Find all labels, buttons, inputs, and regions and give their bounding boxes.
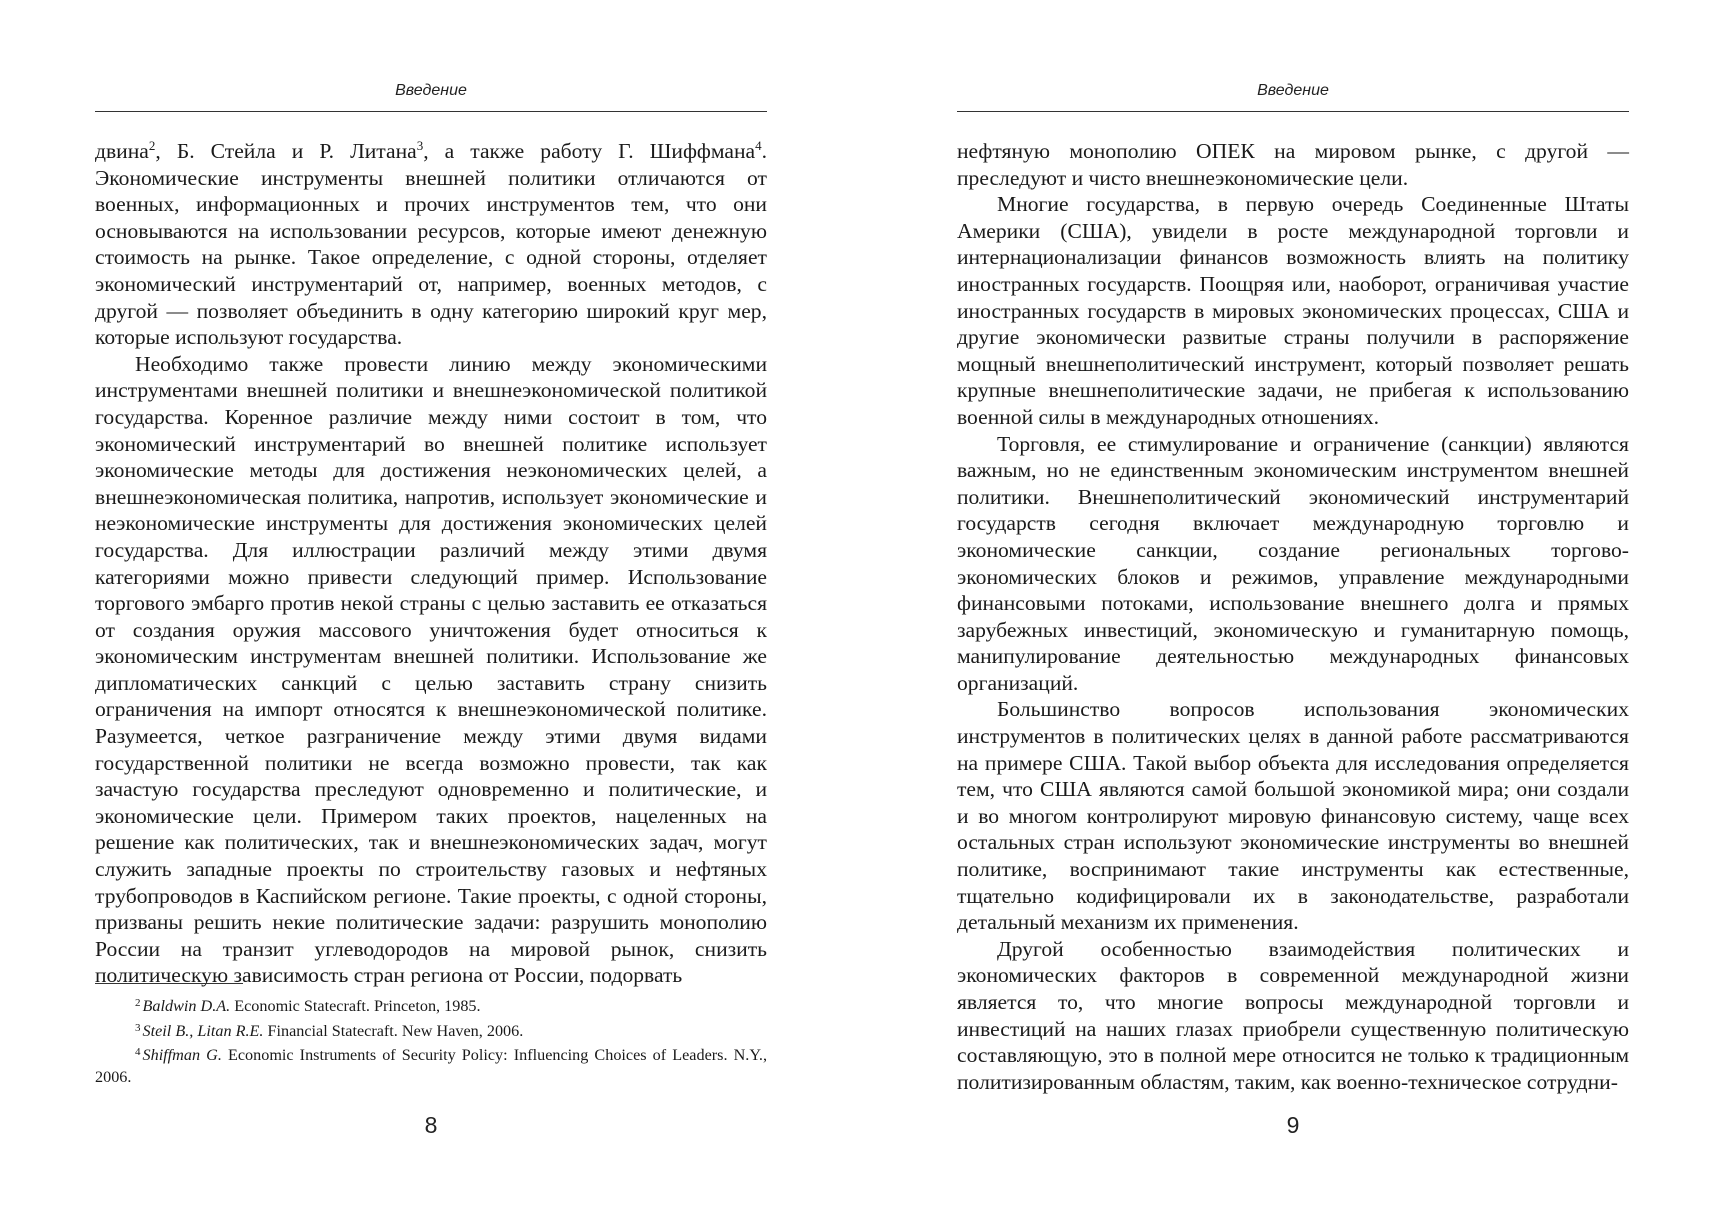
running-head: Введение xyxy=(395,82,467,99)
page-number: 8 xyxy=(424,1112,438,1138)
right-page xyxy=(957,0,1629,1211)
body-text xyxy=(957,138,1629,1095)
left-page xyxy=(95,0,767,1211)
paragraph: нефтяную монополию ОПЕК на мировом рынке, с другой — преследуют и чисто внешнеэкономические цели. xyxy=(957,139,1629,190)
footnote-author: Baldwin D.A. xyxy=(142,997,231,1015)
paragraph: Многие государства, в первую очередь Соединенные Штаты Америки (США), увидели в росте международной торговли и интернационализации финансов возможность влиять на политику иностранных государств. Поощряя или, наоборот, ограничивая участие иностранных государств в мировых экономических процессах, США и другие экономически развитые страны получили в распоряжение мощный внешнеполитический инструмент, который позволяет решать крупные внешнеполитические задачи, не прибегая к использованию военной силы в международных отношениях. xyxy=(957,192,1629,429)
text-run: Необходимо также провести линию между экономическими инструментами внешней политики и внешнеэкономической политикой государства. Коренное различие между ними состоит в том, что экономический инструментарий во внешней политике использует экономические методы для достижения неэкономических целей, а внешнеэкономическая политика, напротив, использует экономические и неэкономические инструменты для достижения экономических целей государства. Для иллюстрации различий между этими двумя категориями можно привести следующий пример. Использование торгового эмбарго против некой страны с целью заставить ее отказаться от создания оружия массового уничтожения будет относиться к экономическим инструментам внешней политики. Использование же дипломатических санкций с целью заставить страну снизить ограничения на импорт относятся к внешнеэкономической политике. Разумеется, четкое разграничение между этими двумя видами государственной политики не всегда возможно провести, так как зачастую государства преследуют одновременно и политические, и экономические цели. Примером таких проектов, нацеленных на решение как политических, так и внешнеэкономических задач, могут служить западные проекты по строительству газовых и нефтяных трубопроводов в Каспийском регионе. Такие проекты, с одной стороны, призваны решить некие политические задачи: разрушить монополию России на транзит углеводородов на мировой рынок, снизить политическую зависимость стран региона от России, подорвать xyxy=(95,351,767,988)
paragraph: Большинство вопросов использования экономических инструментов в политических целях в данной работе рассматриваются на примере США. Такой выбор объекта для исследования определяется тем, что США являются самой большой экономикой мира; они создали и во многом контролируют мировую финансовую систему, чаще всех остальных стран используют экономические инструменты во внешней политике, воспринимают такие инструменты как естественные, тщательно кодифицировали их в законодательстве, разработали детальный механизм их применения. xyxy=(957,697,1629,935)
running-head: Введение xyxy=(1257,82,1329,99)
text-run: . Экономические инструменты внешней политики отличаются от военных, информационных и прочих инструментов тем, что они основываются на использовании ресурсов, которые имеют денежную стоимость на рынке. Такое определение, с одной стороны, отделяет экономический инструментарий от, например, военных методов, с другой — позволяет объединить в одну категорию широкий круг мер, которые используют государства. xyxy=(95,139,767,350)
footnotes xyxy=(95,993,767,1088)
text-run: , а также работу Г. Шиффмана xyxy=(423,139,756,163)
footnote-text: Financial Statecraft. New Haven, 2006. xyxy=(263,1021,524,1040)
footnote-rule xyxy=(95,983,243,984)
footnote-ref[interactable]: 4 xyxy=(755,138,762,153)
text-run: двина xyxy=(95,139,149,163)
footnote xyxy=(95,993,767,1018)
body-text xyxy=(95,138,767,989)
paragraph: Другой особенностью взаимодействия политических и экономических факторов в современной международной жизни является то, что многие вопросы международной торговли и инвестиций на наших глазах приобрели существенную политическую составляющую, это в полной мере относится не только к традиционным политизированным областям, таким, как военно-техническое сотрудни- xyxy=(957,936,1629,1094)
footnote-number: 2 xyxy=(135,997,141,1009)
footnote xyxy=(95,1018,767,1043)
paragraph xyxy=(95,138,767,351)
footnote-ref[interactable]: 3 xyxy=(416,138,424,153)
paragraph: Торговля, ее стимулирование и ограничение (санкции) являются важным, но не единственным экономическим инструментом внешней политики. Внешнеполитический экономический инструментарий государств сегодня включает международную торговлю и экономические санкции, создание региональных торгово-экономических блоков и режимов, управление международными финансовыми потоками, использование внешнего долга и прямых зарубежных инвестиций, экономическую и гуманитарную помощь, манипулирование деятельностью международных финансовых организаций. xyxy=(957,431,1629,695)
footnote-text: Economic Instruments of Security Policy: Influencing Choices of Leaders. N.Y., 2006. xyxy=(95,1046,768,1086)
header-rule xyxy=(957,111,1629,112)
text-run: , Б. Стейла и Р. Литана xyxy=(155,139,417,163)
footnote-ref[interactable]: 2 xyxy=(148,138,156,153)
footnote-number: 4 xyxy=(135,1046,141,1059)
paragraph xyxy=(95,351,767,989)
footnote xyxy=(95,1042,767,1088)
footnote-text: Economic Statecraft. Princeton, 1985. xyxy=(230,997,481,1015)
footnote-author: Steil B., Litan R.E. xyxy=(142,1021,264,1040)
header-rule xyxy=(95,111,767,112)
page-number: 9 xyxy=(1286,1112,1300,1138)
footnote-author: Shiffman G. xyxy=(142,1046,222,1065)
footnote-number: 3 xyxy=(135,1021,141,1034)
